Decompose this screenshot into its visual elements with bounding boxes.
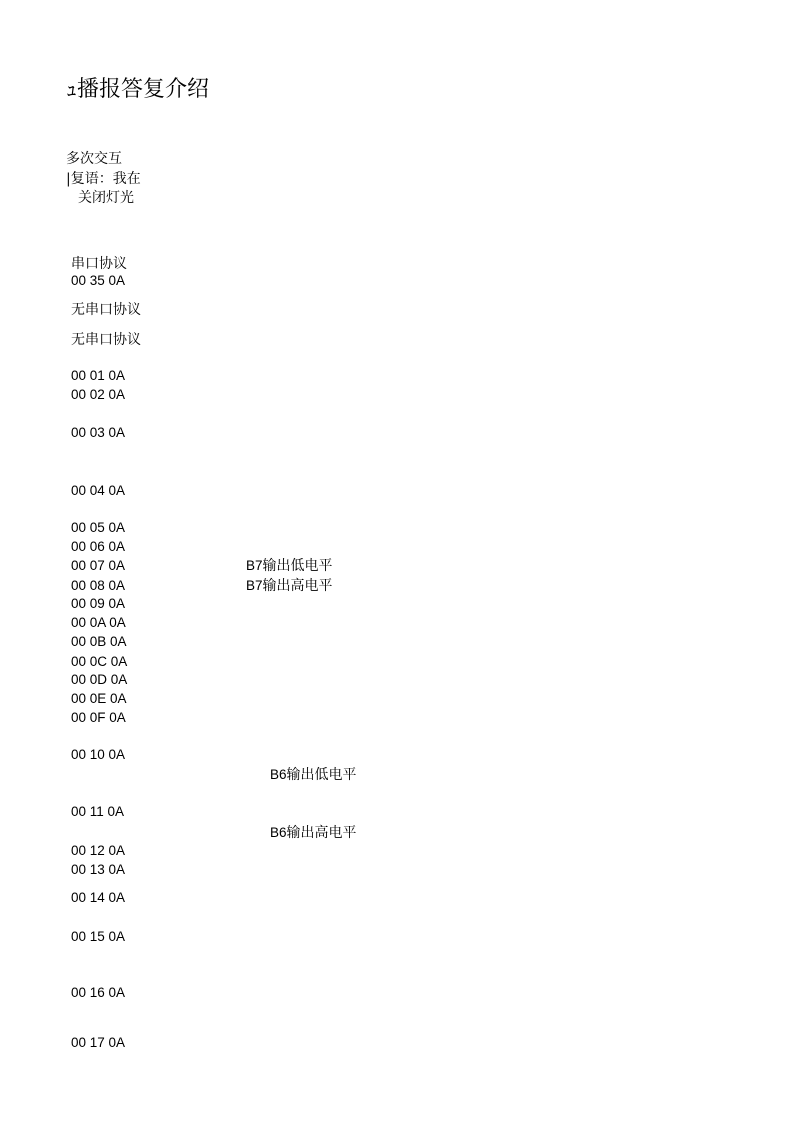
protocol-row: 00 0A 0A — [71, 615, 126, 630]
protocol-row: 00 07 0A — [71, 558, 126, 573]
protocol-row: 00 35 0A — [71, 273, 126, 288]
protocol-row: 00 04 0A — [71, 483, 126, 498]
action-label: 输出低电平 — [262, 558, 333, 574]
protocol-row: 00 09 0A — [71, 596, 126, 611]
serial-protocol-header: 串口协议 — [71, 256, 127, 272]
protocol-row: 00 0B 0A — [71, 634, 127, 649]
protocol-row: 00 08 0A — [71, 578, 126, 593]
action-label: 输出高电平 — [286, 825, 357, 841]
action-b6-high — [270, 824, 357, 842]
action-label: 输出低电平 — [286, 767, 357, 783]
protocol-row: 00 16 0A — [71, 985, 126, 1000]
note-reply: |复语：我在 — [66, 171, 141, 187]
protocol-row: 无串口协议 — [71, 332, 141, 348]
page-title: ｭ播报答复介绍 — [66, 77, 210, 102]
protocol-row: 00 01 0A — [71, 368, 126, 383]
protocol-row: 00 05 0A — [71, 520, 126, 535]
action-b6-low — [270, 766, 357, 784]
action-label: 输出高电平 — [262, 578, 333, 594]
protocol-row: 00 12 0A — [71, 843, 126, 858]
action-b7-low — [246, 557, 333, 575]
protocol-row: 00 03 0A — [71, 425, 126, 440]
protocol-row: 00 0E 0A — [71, 691, 127, 706]
protocol-row: 00 0F 0A — [71, 710, 126, 725]
pin-label: B7 — [246, 558, 263, 573]
pin-label: B6 — [270, 767, 287, 782]
protocol-row: 00 17 0A — [71, 1035, 126, 1050]
protocol-row: 00 0D 0A — [71, 672, 128, 687]
note-lights-off: 关闭灯光 — [78, 190, 134, 206]
protocol-row: 00 14 0A — [71, 890, 126, 905]
protocol-row: 00 06 0A — [71, 539, 126, 554]
protocol-row: 00 11 0A — [71, 804, 125, 819]
protocol-row: 无串口协议 — [71, 302, 141, 318]
note-multi-turn: 多次交互 — [66, 151, 122, 167]
protocol-row: 00 13 0A — [71, 862, 126, 877]
pin-label: B7 — [246, 578, 263, 593]
protocol-row: 00 02 0A — [71, 387, 126, 402]
protocol-row: 00 0C 0A — [71, 654, 128, 669]
action-b7-high — [246, 577, 333, 595]
protocol-row: 00 15 0A — [71, 929, 126, 944]
pin-label: B6 — [270, 825, 287, 840]
protocol-row: 00 10 0A — [71, 747, 126, 762]
